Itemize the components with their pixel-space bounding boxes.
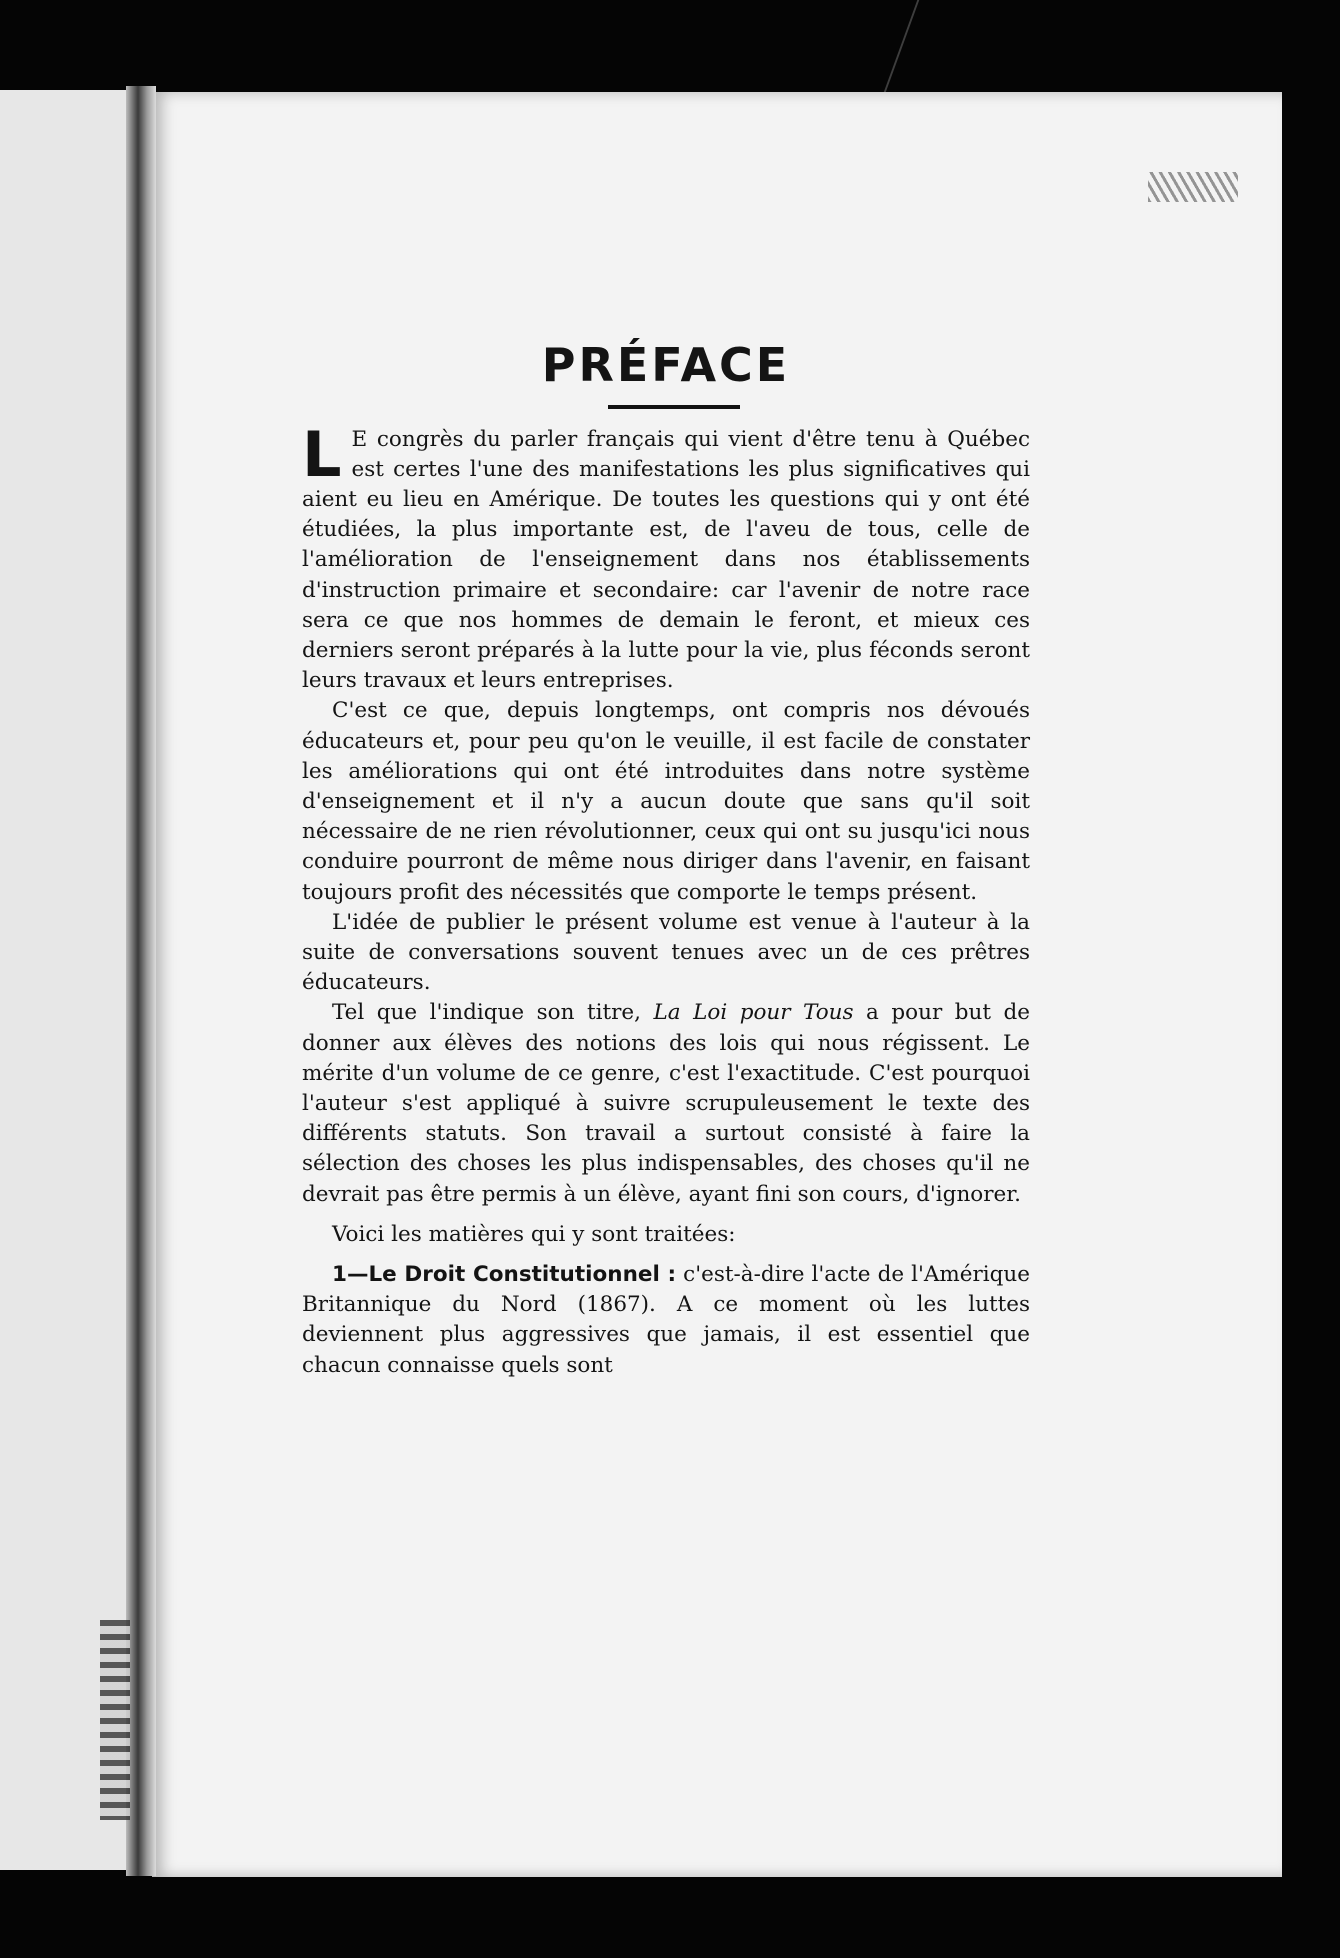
top-scratch-mark — [883, 0, 980, 95]
paragraph-intro-text: E congrès du parler français qui vient d'être tenu à Québec est certes l'une des manifestations les plus significatives qui aient eu lieu en Amérique. De toutes les questions qui y ont été étudiées, la plus importante est, de l'aveu de tous, celle de l'amélioration de l'enseignement dans nos établissements d'instruction primaire et secondaire: car l'avenir de notre race sera ce que nos hommes de demain le feront, et mieux ces derniers seront préparés à la lutte pour la vie, plus féconds seront leurs travaux et leurs entreprises. — [302, 426, 1030, 694]
drop-cap: L — [302, 417, 342, 491]
topic-1-label: 1—Le Droit Constitutionnel : — [332, 1262, 677, 1288]
paragraph-topics-intro: Voici les matières qui y sont traitées: — [332, 1221, 736, 1247]
paragraph-topic-1 — [302, 1260, 1030, 1381]
corner-scan-mark — [1148, 172, 1238, 202]
paragraph-idea: L'idée de publier le présent volume est venue à l'auteur à la suite de conversations souvent tenues avec un de ces prêtres éducateurs. — [302, 909, 1030, 996]
paragraph-title-after: a pour but de donner aux élèves des notions des lois qui nous régissent. Le mérite d'un volume de ce genre, c'est l'exactitude. C'est pourquoi l'auteur s'est appliqué à suivre scrupuleusement le texte des différents statuts. Son travail a surtout consisté à faire la sélection des choses les plus indispensables, des choses qu'il ne devrait pas être permis à un élève, ayant fini son cours, d'ignorer. — [302, 1000, 1030, 1207]
title-rule — [608, 405, 740, 409]
gutter-shadow-marks — [100, 1620, 130, 1820]
book-gutter — [126, 86, 156, 1876]
page-title: PRÉFACE — [541, 338, 791, 392]
page-body — [302, 340, 1030, 1381]
paragraph-educators: C'est ce que, depuis longtemps, ont compris nos dévoués éducateurs et, pour peu qu'on le veuille, il est facile de constater les améliorations qui ont été introduites dans notre système d'enseignement et il n'y a aucun doute que sans qu'il soit nécessaire de ne rien révolutionner, ceux qui ont su jusqu'ici nous conduire pourront de même nous diriger dans l'avenir, en faisant toujours profit des nécessités que comporte le temps présent. — [302, 698, 1030, 905]
paragraph-intro — [302, 417, 1030, 697]
paragraph-title-purpose — [302, 998, 1030, 1209]
topic-1-text: c'est-à-dire l'acte de l'Amérique Britannique du Nord (1867). A ce moment où les luttes deviennent plus aggressives que jamais, il est essentiel que chacun connaisse quels sont — [302, 1262, 1030, 1378]
book-title: La Loi pour Tous — [653, 1000, 854, 1026]
paragraph-title-before: Tel que l'indique son titre, — [332, 1000, 654, 1026]
